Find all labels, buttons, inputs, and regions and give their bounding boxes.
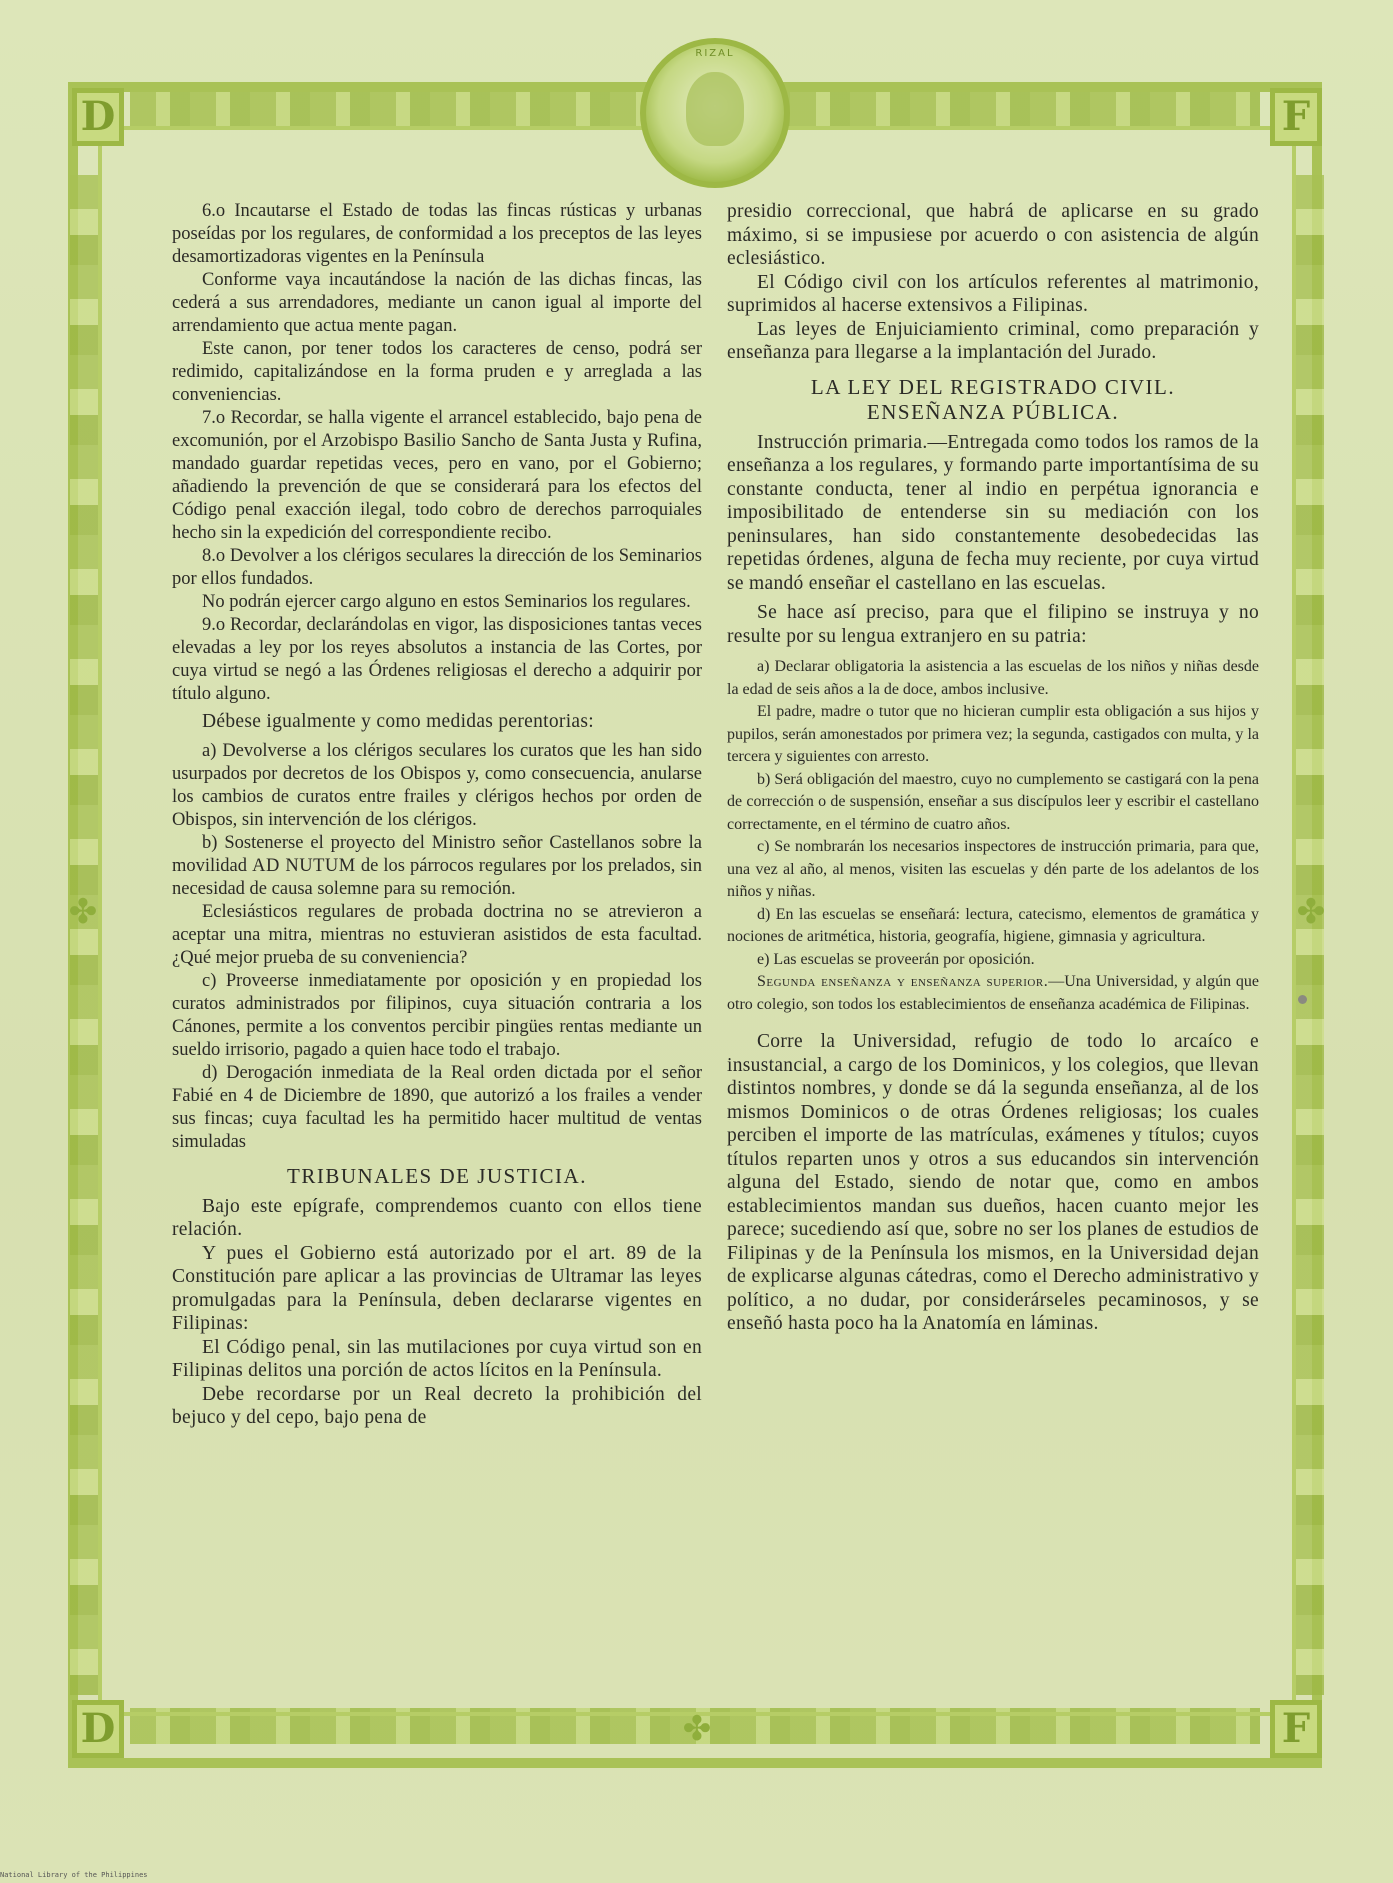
paragraph	[172, 832, 702, 901]
paragraph: c) Proveerse inmediatamente por oposición y en propiedad los curatos administrados por filipinos, cuya situación contraria a los Cánones, permite a los conventos percibir pingües rentas mediante un sueldo irrisorio, pagado a quien hace todo el trabajo.	[172, 970, 702, 1060]
heading-line: ENSEÑANZA PÚBLICA.	[866, 399, 1120, 424]
paragraph: Conforme vaya incautándose la nación de las dichas fincas, las cederá a sus arrendadores, mediante un canon igual al importe del arrendamiento que actua mente pagan.	[172, 270, 702, 336]
latin-phrase: AD NUTUM	[252, 855, 356, 876]
leaf-ornament-icon: ✤	[1296, 892, 1326, 932]
paragraph: 8.o Devolver a los clérigos seculares la dirección de los Seminarios por ellos fundados.	[172, 546, 702, 589]
leaf-ornament-icon: ✤	[682, 1709, 712, 1749]
paragraph: Instrucción primaria.—Entregada como todos los ramos de la enseñanza a los regulares, y formando parte importantísima de su constante conducta, tener al indio en perpétua ignorancia e imposibilitado de entenderse sin su mediación con los peninsulares, han sido constantemente desobedecidas las repetidas órdenes, alguna de fecha muy reciente, por cuya virtud se mandó enseñar el castellano en las escuelas.	[727, 431, 1259, 594]
paragraph: Las leyes de Enjuiciamiento criminal, como preparación y enseñanza para llegarse a la implantación del Jurado.	[727, 318, 1259, 363]
paragraph: c) Se nombrarán los necesarios inspectores de instrucción primaria, para que, una vez al año, al menos, visiten las escuelas y dén parte de los adelantos de los niños y niñas.	[727, 838, 1259, 900]
paragraph: El Código civil con los artículos referentes al matrimonio, suprimidos al hacerse extensivos a Filipinas.	[727, 271, 1259, 316]
paragraph: a) Devolverse a los clérigos seculares los curatos que les han sido usurpados por decretos de los Obispos y, como consecuencia, anularse los cambios de curatos entre frailes y clérigos hechos por orden de Obispos, sin intervención de los clérigos.	[172, 740, 702, 830]
corner-monogram-top-left: D	[72, 88, 124, 146]
left-ornament-band	[70, 175, 98, 1695]
paragraph: El Código penal, sin las mutilaciones por cuya virtud son en Filipinas delitos una porción de actos lícitos en la Península.	[172, 1336, 702, 1381]
paragraph: e) Las escuelas se proveerán por oposición.	[757, 950, 1035, 968]
section-heading: TRIBUNALES DE JUSTICIA.	[287, 1163, 587, 1188]
corner-monogram-bottom-left: D	[72, 1700, 124, 1758]
paragraph: Debe recordarse por un Real decreto la prohibición del bejuco y del cepo, bajo pena de	[172, 1383, 702, 1428]
right-ornament-band	[1296, 175, 1324, 1695]
paragraph: Y pues el Gobierno está autorizado por el art. 89 de la Constitución pare aplicar a las provincias de Ultramar las leyes promulgadas para la Península, deben declararse vigentes en Filipinas:	[172, 1242, 702, 1334]
paragraph-text: —Una Universidad, y algún que otro colegio, son todos los establecimientos de enseñanza académica de Filipinas.	[727, 973, 1259, 1013]
leaf-ornament-icon: ✤	[68, 892, 98, 932]
paragraph: Se hace así preciso, para que el filipino se instruya y no resulte por su lengua extranjero en su patria:	[727, 602, 1259, 647]
scan-speck	[1298, 995, 1307, 1004]
corner-monogram-top-right: F	[1270, 88, 1322, 146]
paragraph: Bajo este epígrafe, comprendemos cuanto con ellos tiene relación.	[172, 1195, 702, 1240]
medallion-label: RIZAL	[695, 48, 735, 59]
paragraph: 7.o Recordar, se halla vigente el arrancel establecido, bajo pena de excomunión, por el Arzobispo Basilio Sancho de Santa Justa y Rufina, mandado guardar repetidas veces, pero en vano, por el Gobierno; añadiendo la prevención de que se considerará para los efectos del Código penal exacción ilegal, todo cobro de derechos parroquiales hecho sin la expedición del correspondiente recibo.	[172, 408, 702, 543]
corner-monogram-bottom-right: F	[1270, 1700, 1322, 1758]
portrait-medallion	[640, 38, 790, 188]
paragraph: Corre la Universidad, refugio de todo lo arcaíco e insustancial, a cargo de los Dominicos, y los colegios, que llevan distintos nombres, y donde se dá la segunda enseñanza, al de los mismos Dominicos o de otras Órdenes religiosas; los cuales perciben el importe de las matrículas, exámenes y títulos; cuyos títulos reparten unos y otros a sus educandos sin intervención alguna del Estado, siendo de notar que, como en ambos establecimientos mandan sus dueños, hacen cuanto mejor les parece; sucediendo así que, sobre no ser los planes de estudios de Filipinas y de la Península los mismos, en la Universidad dejan de explicarse algunas cátedras, como el Derecho administrativo y político, a no dudar, por considerárseles pecaminosos, y se enseñó hasta poco ha la Anatomía en láminas.	[727, 1031, 1259, 1334]
paragraph: 6.o Incautarse el Estado de todas las fincas rústicas y urbanas poseídas por los regulares, de conformidad a los preceptos de las leyes desamortizadoras vigentes en la Península	[172, 201, 702, 267]
paragraph: d) En las escuelas se enseñará: lectura, catecismo, elementos de gramática y nociones de aritmética, historia, geografía, higiene, gimnasia y agricultura.	[727, 905, 1259, 945]
paragraph: presidio correccional, que habrá de aplicarse en su grado máximo, si se impusiese por acuerdo o con asistencia de algún eclesiástico.	[727, 201, 1259, 269]
left-text-column	[172, 200, 702, 1430]
right-text-column	[727, 200, 1259, 1336]
library-credit: National Library of the Philippines	[0, 1871, 148, 1879]
paragraph: Eclesiásticos regulares de probada doctrina no se atrevieron a aceptar una mitra, mientras no estuvieran asistidos de esta facultad. ¿Qué mejor prueba de su conveniencia?	[172, 901, 702, 968]
portrait-icon	[686, 72, 744, 146]
paragraph	[727, 971, 1259, 1016]
paragraph-text: de los párrocos regulares por los prelados, sin necesidad de causa solemne para su remoción.	[172, 855, 702, 899]
heading-line: LA LEY DEL REGISTRADO CIVIL.	[810, 374, 1176, 399]
paragraph: b) Será obligación del maestro, cuyo no cumplemento se castigará con la pena de corrección o de suspensión, enseñar a sus discípulos leer y escribir el castellano correctamente, en el término de cuatro años.	[727, 770, 1259, 833]
paragraph: Débese igualmente y como medidas perentorias:	[202, 711, 594, 732]
paragraph: No podrán ejercer cargo alguno en estos Seminarios los regulares.	[202, 592, 691, 612]
paragraph: Este canon, por tener todos los caracteres de censo, podrá ser redimido, capitalizándose en la forma pruden e y arreglada a las conveniencias.	[172, 339, 702, 405]
section-heading	[727, 375, 1259, 425]
paragraph: El padre, madre o tutor que no hicieran cumplir esta obligación a sus hijos y pupilos, serán amonestados por primera vez; la segunda, castigados con multa, y la tercera y siguientes con arresto.	[727, 703, 1259, 765]
paragraph: 9.o Recordar, declarándolas en vigor, las disposiciones tantas veces elevadas a ley por los reyes absolutos a instancia de las Cortes, por cuya virtud se negó a las Órdenes religiosas el derecho a adquirir por título alguno.	[172, 615, 702, 704]
paragraph-text: b) Sostenerse el proyecto del Ministro señor Castellanos sobre la movilidad	[172, 832, 702, 876]
paragraph: a) Declarar obligatoria la asistencia a las escuelas de los niños y niñas desde la edad de seis años a la de doce, ambos inclusive.	[727, 658, 1259, 698]
subsection-title: Segunda enseñanza y enseñanza superior.	[757, 973, 1049, 990]
paragraph: d) Derogación inmediata de la Real orden dictada por el señor Fabié en 4 de Diciembre de 1890, que autorizó a los frailes a vender sus fincas; cuya facultad les ha permitido hacer multitud de ventas simuladas	[172, 1062, 702, 1152]
